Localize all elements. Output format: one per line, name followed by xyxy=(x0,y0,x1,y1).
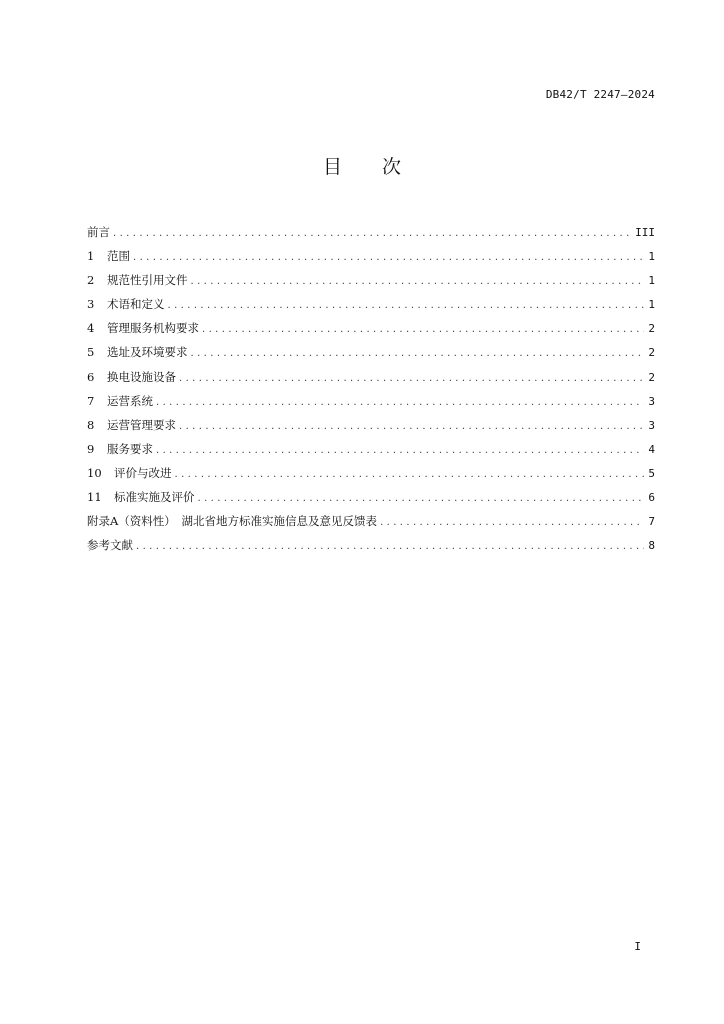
toc-entry-page: 7 xyxy=(648,515,655,529)
toc-entry-number: 3 xyxy=(87,297,95,312)
toc-entry-page: 8 xyxy=(648,539,655,553)
dot-leader xyxy=(133,246,644,270)
toc-entry-1[interactable] xyxy=(87,244,655,268)
toc-entry-label: 附录A（资料性） 湖北省地方标准实施信息及意见反馈表 xyxy=(87,514,378,529)
table-of-contents xyxy=(87,220,655,557)
toc-entry-number: 8 xyxy=(87,417,95,432)
dot-leader xyxy=(113,222,631,246)
toc-entry-page: 2 xyxy=(648,322,655,336)
dot-leader xyxy=(191,342,645,366)
toc-entry-11[interactable] xyxy=(87,485,655,509)
toc-entry-label: 选址及环境要求 xyxy=(107,345,188,360)
toc-entry-label: 范围 xyxy=(107,249,130,264)
toc-entry-page: 6 xyxy=(648,491,655,505)
dot-leader xyxy=(156,391,644,415)
toc-entry-number: 6 xyxy=(87,369,95,384)
toc-entry-annex-a[interactable] xyxy=(87,509,655,533)
dot-leader xyxy=(168,294,645,318)
dot-leader xyxy=(198,487,645,511)
toc-entry-label: 前言 xyxy=(87,225,110,239)
dot-leader xyxy=(175,463,645,487)
toc-entry-8[interactable] xyxy=(87,413,655,437)
toc-entry-number: 9 xyxy=(87,441,95,456)
toc-entry-page: 3 xyxy=(648,418,655,432)
toc-entry-label: 评价与改进 xyxy=(114,465,172,480)
toc-entry-number: 10 xyxy=(87,465,102,480)
toc-entry-3[interactable] xyxy=(87,292,655,316)
toc-entry-label: 运营管理要求 xyxy=(107,417,176,432)
toc-entry-5[interactable] xyxy=(87,340,655,364)
toc-entry-page: III xyxy=(635,226,655,239)
toc-entry-page: 5 xyxy=(648,466,655,480)
toc-entry-10[interactable] xyxy=(87,461,655,485)
toc-entry-label: 运营系统 xyxy=(107,393,153,408)
toc-entry-label: 服务要求 xyxy=(107,441,153,456)
page-title: 目次 xyxy=(322,156,441,178)
toc-entry-foreword[interactable] xyxy=(87,220,655,244)
toc-entry-number: 1 xyxy=(87,249,95,264)
toc-entry-page: 1 xyxy=(648,298,655,312)
toc-entry-number: 4 xyxy=(87,321,95,336)
toc-entry-9[interactable] xyxy=(87,437,655,461)
toc-entry-bibliography[interactable] xyxy=(87,533,655,557)
toc-entry-2[interactable] xyxy=(87,268,655,292)
dot-leader xyxy=(202,318,644,342)
toc-entry-page: 4 xyxy=(648,442,655,456)
toc-entry-7[interactable] xyxy=(87,389,655,413)
toc-entry-page: 1 xyxy=(648,250,655,264)
toc-entry-page: 2 xyxy=(648,346,655,360)
toc-entry-label: 术语和定义 xyxy=(107,297,165,312)
toc-entry-4[interactable] xyxy=(87,316,655,340)
dot-leader xyxy=(380,511,644,535)
dot-leader xyxy=(136,535,644,559)
dot-leader xyxy=(179,415,644,439)
toc-entry-label: 换电设施设备 xyxy=(107,369,176,384)
dot-leader xyxy=(179,367,644,391)
toc-entry-6[interactable] xyxy=(87,365,655,389)
page-number: I xyxy=(634,940,641,953)
toc-entry-label: 管理服务机构要求 xyxy=(107,321,199,336)
toc-entry-number: 2 xyxy=(87,273,95,288)
toc-entry-label: 参考文献 xyxy=(87,538,133,553)
toc-entry-label: 规范性引用文件 xyxy=(107,273,188,288)
dot-leader xyxy=(191,270,645,294)
toc-entry-number: 11 xyxy=(87,490,102,505)
toc-entry-number: 7 xyxy=(87,393,95,408)
standard-number: DB42/T 2247—2024 xyxy=(545,88,655,101)
toc-entry-page: 1 xyxy=(648,274,655,288)
toc-entry-number: 5 xyxy=(87,345,95,360)
toc-entry-page: 2 xyxy=(648,370,655,384)
dot-leader xyxy=(156,439,644,463)
toc-entry-page: 3 xyxy=(648,394,655,408)
toc-entry-label: 标准实施及评价 xyxy=(114,490,195,505)
